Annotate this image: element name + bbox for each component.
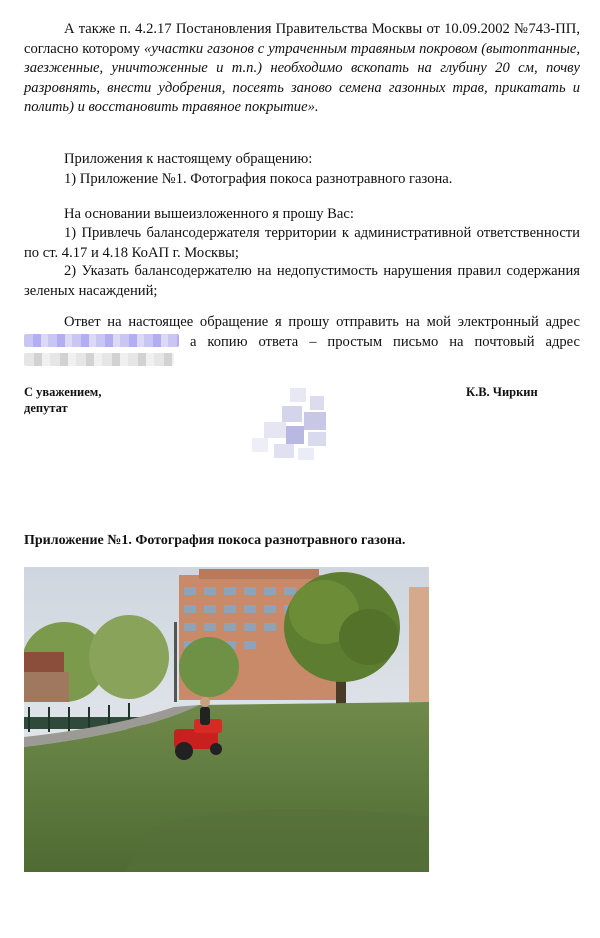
regulation-lead: А также п. 4.2.17 Постановления Правительства Москвы от 10.09.2002 №743-ПП, согласно которому [24, 21, 580, 57]
response-paragraph [24, 313, 580, 372]
blurred-signature-stamp [252, 388, 352, 468]
paragraph-regulation [24, 20, 580, 118]
response-part-2: а копию ответа – простым письмо на почтовый адрес [189, 333, 580, 350]
attachments-intro: Приложения к настоящему обращению: [64, 151, 313, 167]
signature-name: К.В. Чиркин [466, 385, 538, 399]
attachments-item-1: 1) Приложение №1. Фотография покоса разнотравного газона. [64, 171, 453, 187]
signature-title: депутат [24, 401, 68, 415]
redacted-email [24, 334, 179, 347]
response-part-1: Ответ на настоящее обращение я прошу отправить на мой электронный адрес [64, 314, 580, 330]
request-item-1: 1) Привлечь балансодержателя территории к административной ответственности по ст. 4.17 и 4.18 КоАП г. Москвы; [24, 225, 580, 261]
redacted-address [24, 353, 174, 366]
requests-intro: На основании вышеизложенного я прошу Вас: [64, 206, 354, 222]
regulation-quote: «участки газонов с утраченным травяным покровом (вытоптанные, заезженные, уничтоженные и т.п.) необходимо вскопать на глубину 20 см, почву разровнять, внести удобрения, посеять заново семена газонных трав, прикатать и полить) и восстановить травяное покрытие». [24, 40, 580, 115]
lawn-mowing-photo [24, 567, 429, 872]
signature-closing: С уважением, [24, 385, 102, 399]
request-item-2: 2) Указать балансодержателю на недопустимость нарушения правил содержания зеленых насаждений; [24, 263, 580, 299]
appendix-heading: Приложение №1. Фотография покоса разнотравного газона. [24, 533, 406, 548]
